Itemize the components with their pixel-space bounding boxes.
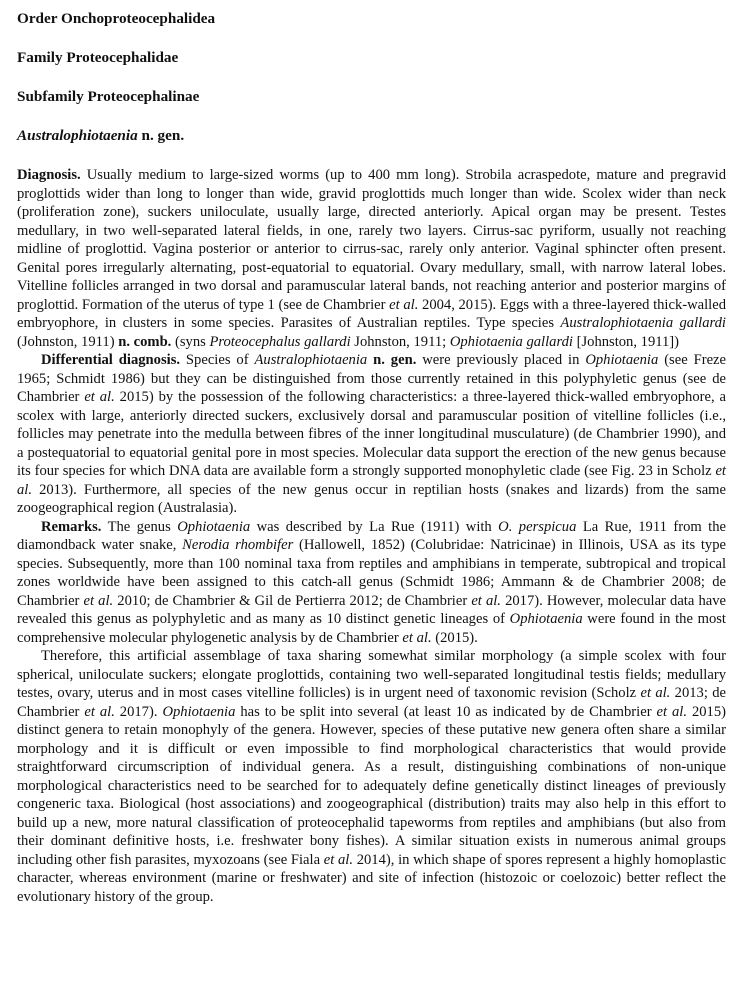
text-run: (Hallowell, 1852) (Colubridae: Natricinae) in Illinois, USA as its type species. Subsequently, more than 100 nominal taxa from reptiles and amphibians in temperate, subtropical and tropical zones worldwide have been assigned to this catch-all genus (Schmidt 1986; Ammann & de Chambrier 2008; de Chambrier <box>17 537 726 609</box>
body-text <box>17 166 726 906</box>
text-run: 2013; de Chambrier <box>17 685 726 720</box>
genus-name: Australophiotaenia <box>17 127 138 144</box>
italic-run: et al. <box>84 703 115 720</box>
italic-run: Australophiotaenia <box>254 352 368 368</box>
italic-run: et al. <box>84 389 115 405</box>
text-run: Species of <box>180 352 255 368</box>
paragraph-diagnosis <box>17 166 726 351</box>
italic-run: Ophiotaenia <box>509 611 583 627</box>
text-run: Johnston, 1911; <box>350 333 450 350</box>
italic-run: et al. <box>402 629 432 646</box>
text-run: (Johnston, 1911) <box>17 333 119 350</box>
italic-run: Nerodia rhombifer <box>182 537 294 553</box>
italic-run: et al. <box>323 851 353 868</box>
family-heading: Family Proteocephalidae <box>17 49 179 66</box>
italic-run: et al. <box>656 703 687 720</box>
italic-run: Proteocephalus gallardi <box>209 333 351 350</box>
paragraph-remarks <box>17 518 726 648</box>
italic-run: et al. <box>389 296 419 313</box>
italic-run: et al. <box>83 592 114 609</box>
italic-run: Ophiotaenia <box>177 518 251 535</box>
text-run: Therefore, this artificial assemblage of taxa sharing somewhat similar morphology (a simple scolex with four spherical, uniloculate suckers; elongate proglottids, containing two well-separated longitudinal testis fields; medullary testes, ovary, uterus and in most cases vitelline follicles) is in urgent need of taxonomic revision (Scholz <box>17 648 726 701</box>
paragraph-therefore <box>17 647 726 906</box>
italic-run: Ophiotaenia gallardi <box>449 333 573 350</box>
text-run: (syns <box>171 333 210 350</box>
order-heading: Order Onchoproteocephalidea <box>17 10 216 27</box>
text-run: 2014), in which shape of spores represent a highly homoplastic character, whereas environment (marine or freshwater) and site of infection (histozoic or coelozoic) better reflect the evolutionary history of the group. <box>17 851 726 905</box>
text-run: 2017). <box>114 703 163 720</box>
italic-run: Ophiotaenia <box>162 703 236 720</box>
text-run: was described by La Rue (1911) with <box>250 518 499 535</box>
text-run: Usually medium to large-sized worms (up to 400 mm long). Strobila acraspedote, mature and pregravid proglottids wider than long to longer than wide, gravid proglottids much longer than wide. Scolex wider than neck (proliferation zone), suckers uniloculate, usually large, directed anteriorly. Apical organ may be present. Testes medullary, in two well-separated lateral fields, in one, rarely two layers. Cirrus-sac pyriform, usually not reaching midline of proglottid. Vagina posterior or anterior to cirrus-sac, rarely only anterior. Vaginal sphincter often present. Genital pores irregularly alternating, post-equatorial to equatorial. Ovary medullary, small, with narrow lateral lobes. Vitelline follicles arranged in two dorsal and paramuscular lateral bands, not reaching anterior and posterior margins of proglottid. Formation of the uterus of type 1 (see de Chambrier <box>17 167 726 313</box>
text-run: 2013). Furthermore, all species of the new genus occur in reptilian hosts (snakes and lizards) from the same zoogeographical region (Australasia). <box>17 481 726 516</box>
bold-run: n. comb. <box>118 333 172 350</box>
italic-run: et al. <box>17 463 726 498</box>
italic-run: O. perspicua <box>498 518 577 535</box>
genus-heading <box>17 127 726 145</box>
paragraph-differential-diagnosis <box>17 351 726 518</box>
italic-run: Ophiotaenia <box>585 352 659 368</box>
bold-run: n. gen. <box>373 352 417 368</box>
text-run: were found in the most comprehensive molecular phylogenetic analysis by de Chambrier <box>17 611 726 646</box>
bold-run: Diagnosis. <box>17 167 81 183</box>
text-run: 2015) by the possession of the following characteristics: a three-layered thick-walled embryophore, a scolex with large, anteriorly directed suckers, exclusively dorsal and paramuscular position of vitelline follicles (i.e., follicles may penetrate into the medulla between fibres of the inner longitudinal musculature) (de Chambrier 1990), and a postequatorial to equatorial genital pore in most species. Molecular data support the erection of the new genus because its four species for which DNA data are available form a strongly supported monophyletic clade (see Fig. 23 in Scholz <box>17 389 726 479</box>
text-run: 2004, 2015). Eggs with a three-layered thick-walled embryophore, in clusters in some species. Parasites of Australian reptiles. Type species <box>17 296 727 331</box>
text-run: The genus <box>101 518 178 535</box>
genus-status: n. gen. <box>137 127 185 144</box>
text-run: La Rue, 1911 from the diamondback water snake, <box>17 518 726 553</box>
text-run: 2015) distinct genera to retain monophyly of the genera. However, species of these putative new genera often share a similar morphology and it is difficult or even impossible to find morphological characteristics that would provide straightforward circumscription of individual genera. As a result, distinguishing combinations of non-unique morphological characteristics need to be searched for to adequately define genetically distinct lineages of previously congeneric taxa. Biological (host associations) and zoogeographical (distribution) traits may also help in this effort to build up a new, more natural classification of proteocephalid tapeworms from reptiles and amphibians (but also from their dominant definitive hosts, i.e. freshwater bony fishes). A similar situation exists in numerous animal groups including other fish parasites, myxozoans (see Fiala <box>17 703 726 868</box>
bold-run: Differential diagnosis. <box>41 352 181 368</box>
text-run: were previously placed in <box>416 352 586 368</box>
text-run: 2010; de Chambrier & Gil de Pertierra 2012; de Chambrier <box>113 592 472 609</box>
text-run: has to be split into several (at least 10 as indicated by de Chambrier <box>235 703 657 720</box>
text-run: 2017). However, molecular data have revealed this genus as polyphyletic and as many as 10 distinct genetic lineages of <box>17 592 726 627</box>
bold-run: Remarks. <box>41 518 102 535</box>
italic-run: et al. <box>471 592 501 609</box>
text-run: [Johnston, 1911]) <box>572 333 680 350</box>
italic-run: Australophiotaenia gallardi <box>560 315 726 331</box>
text-run: (see Freze 1965; Schmidt 1986) but they can be distinguished from those currently retained in this polyphyletic genus (see de Chambrier <box>17 352 727 405</box>
text-run: (2015). <box>431 629 478 646</box>
italic-run: et al. <box>640 685 671 701</box>
subfamily-heading: Subfamily Proteocephalinae <box>17 88 200 105</box>
